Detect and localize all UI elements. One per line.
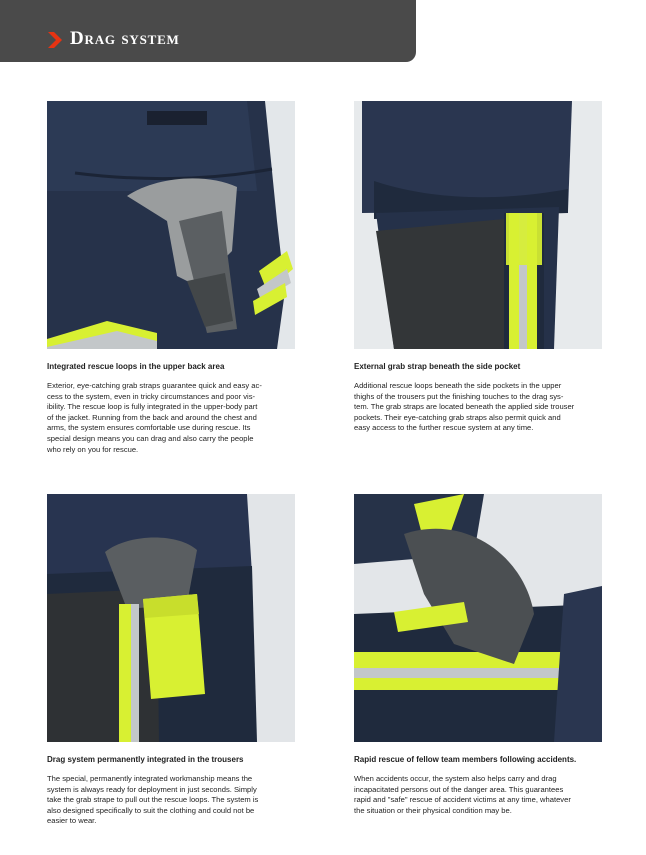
body-line: special design means you can drag and also carry the people (47, 433, 254, 443)
body-line: rapid and "safe" rescue of accident victims at any time, whatever (354, 795, 571, 805)
body-section-1 (47, 381, 297, 455)
body-line: the situation or their physical condition may be. (354, 805, 512, 815)
body-line: take the grab strape to pull out the rescue loops. The system is (47, 795, 259, 805)
body-line: easy access to the further rescue system at any time. (354, 423, 534, 433)
body-line: pockets. Their eye-catching grab straps also permit quick and (354, 412, 561, 422)
body-section-3 (47, 774, 297, 827)
section-header (0, 0, 416, 62)
caption-section-4: Rapid rescue of fellow team members following accidents. (354, 755, 577, 764)
body-line: Exterior, eye-catching grab straps guarantee quick and easy ac- (47, 381, 262, 390)
body-line: tem. The grab straps are located beneath the applied side trouser (354, 402, 575, 412)
body-section-4 (354, 774, 604, 816)
photo-rapid-rescue-hand (354, 494, 602, 742)
caption-section-1: Integrated rescue loops in the upper back area (47, 362, 225, 371)
body-line: system is always ready for deployment in just seconds. Simply (47, 784, 257, 794)
caption-section-3: Drag system permanently integrated in the trousers (47, 755, 244, 764)
body-line: who rely on you for rescue. (47, 444, 139, 454)
body-line: incapacitated persons out of the danger area. This guarantees (354, 784, 564, 794)
photo-trouser-integrated-drag-system (47, 494, 295, 742)
page-title: Drag system (70, 28, 180, 49)
body-line: When accidents occur, the system also helps carry and drag (354, 774, 557, 783)
body-line: The special, permanently integrated workmanship means the (47, 774, 253, 783)
body-line: ibility. The rescue loop is fully integrated in the upper-body part (47, 402, 258, 412)
body-line: Additional rescue loops beneath the side pockets in the upper (354, 381, 562, 390)
body-section-2 (354, 381, 604, 434)
body-line: arms, the system ensures comfortable use during rescue. Its (47, 423, 251, 433)
body-line: cess to the system, even in tricky circumstances and poor vis- (47, 391, 256, 401)
body-line: easier to wear. (47, 816, 97, 826)
photo-upper-back-rescue-loop (47, 101, 295, 349)
body-line: of the jacket. Running from the back and around the chest and (47, 412, 257, 422)
body-line: also designed specifically to suit the clothing and could not be (47, 805, 255, 815)
body-line: thighs of the trousers put the finishing touches to the drag sys- (354, 391, 564, 401)
caption-section-2: External grab strap beneath the side pocket (354, 362, 521, 371)
chevron-right-icon (48, 32, 62, 48)
photo-side-pocket-grab-strap (354, 101, 602, 349)
